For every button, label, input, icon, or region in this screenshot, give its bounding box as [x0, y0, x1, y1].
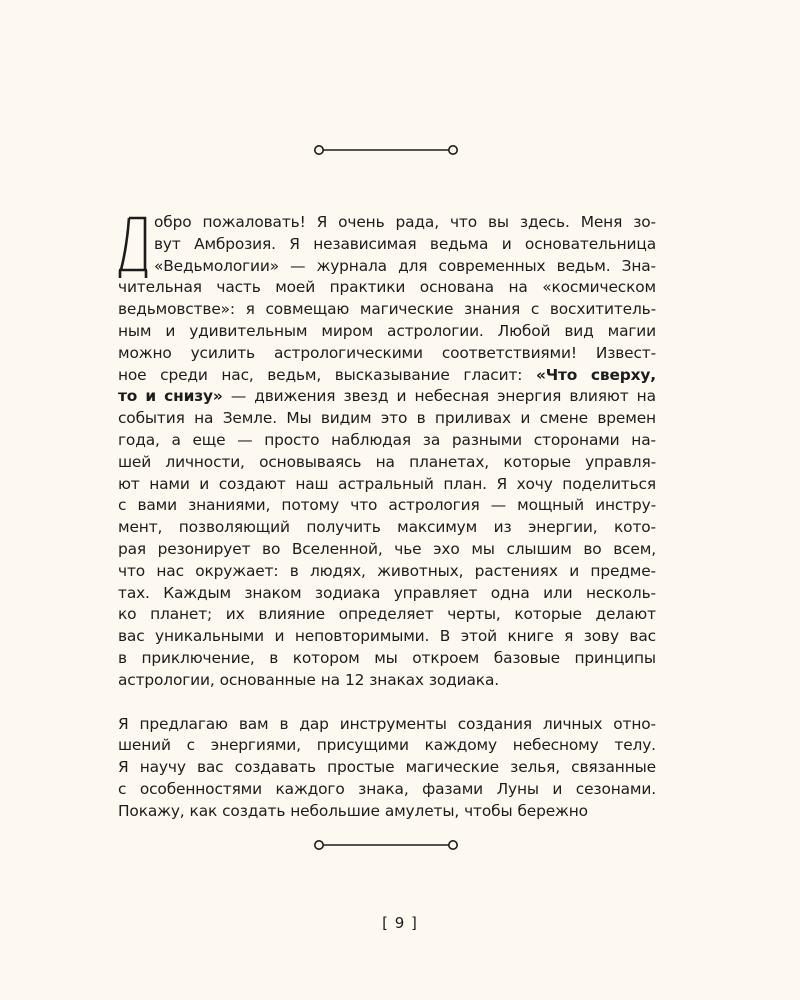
text-line: рая резонирует во Вселенной, чье эхо мы слышим во всем, [118, 539, 656, 558]
text-line: ным и удивительным миром астрологии. Любой вид магии [118, 321, 656, 340]
text-line: события на Земле. Мы видим это в приливах и смене времен [118, 409, 656, 428]
text-line: вут Амброзия. Я независимая ведьма и основательница [154, 234, 656, 253]
text-line: ное среди нас, ведьм, высказывание гласит: «Что сверху, [118, 365, 656, 384]
text-line: мент, позволяющий получить максимум из энергии, кото- [118, 518, 656, 537]
text-line: астрологии, основанные на 12 знаках зодиака. [118, 670, 499, 689]
text-line: чительная часть моей практики основана на «космическом [118, 278, 656, 297]
text-line: Я научу вас создавать простые магические зелья, связанные [118, 758, 656, 777]
page-text [118, 212, 656, 823]
page-number: [ 9 ] [382, 914, 418, 932]
text-line: ют нами и создают наш астральный план. Я хочу поделиться [118, 474, 656, 493]
text-line: Покажу, как создать небольшие амулеты, чтобы бережно [118, 801, 588, 820]
text-line: с особенностями каждого знака, фазами Луны и сезонами. [118, 779, 656, 798]
text-line: вас уникальными и неповторимыми. В этой книге я зову вас [118, 627, 656, 646]
text-line: можно усилить астрологическими соответствиями! Извест- [118, 343, 656, 362]
text-line: в приключение, в котором мы откроем базовые принципы [118, 648, 656, 667]
bottom-ornament [311, 837, 461, 853]
text-line: что нас окружает: в людях, животных, растениях и предме- [118, 561, 656, 580]
text-line: года, а еще — просто наблюдая за разными сторонами на- [118, 430, 656, 449]
paragraph-1 [118, 212, 656, 692]
text-line: ко планет; их влияние определяет черты, которые делают [118, 605, 656, 624]
text-line: с вами знаниями, потому что астрология — мощный инстру- [118, 496, 656, 515]
text-line: «Ведьмологии» — журнала для современных ведьм. Зна- [154, 256, 656, 275]
paragraph-2 [118, 714, 656, 823]
text-line: шений с энергиями, присущими каждому небесному телу. [118, 736, 656, 755]
text-line: Я предлагаю вам в дар инструменты создания личных отно- [118, 714, 656, 733]
text-line: тах. Каждым знаком зодиака управляет одна или несколь- [118, 583, 656, 602]
text-line: то и снизу» — движения звезд и небесная энергия влияют на [118, 387, 656, 406]
drop-cap [118, 214, 148, 280]
text-line: ведьмовстве»: я совмещаю магические знания с восхититель- [118, 300, 656, 319]
text-line: шей личности, основываясь на планетах, которые управля- [118, 452, 656, 471]
text-line: обро пожаловать! Я очень рада, что вы здесь. Меня зо- [154, 213, 656, 231]
top-ornament [311, 142, 461, 158]
